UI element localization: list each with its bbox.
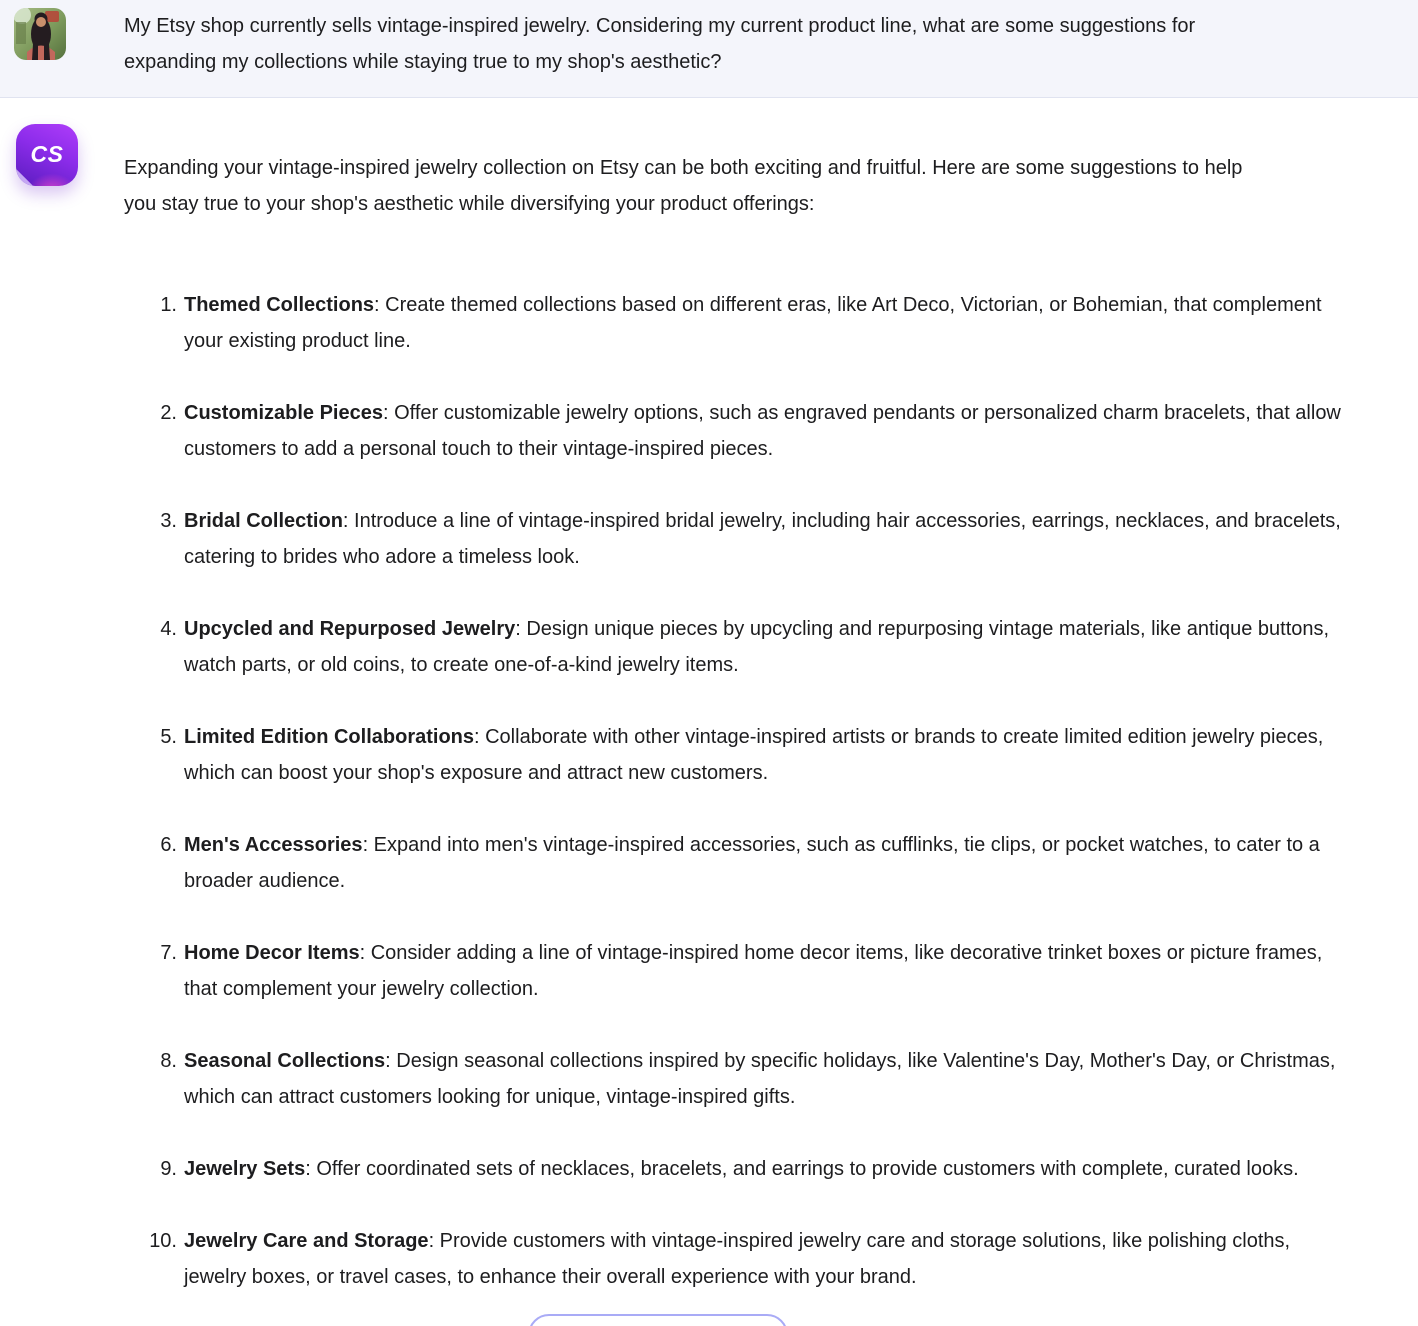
list-item-text (184, 719, 1349, 791)
list-item-term: Seasonal Collections (184, 1050, 386, 1072)
list-item-text (184, 827, 1349, 899)
assistant-logo-text: CS (30, 140, 64, 167)
list-item-number: 7. (160, 942, 177, 964)
list-item-description: : Introduce a line of vintage-inspired bridal jewelry, including hair accessories, earrings, necklaces, and bracelets, catering to brides who adore a timeless look. (184, 510, 1341, 568)
list-item-term: Customizable Pieces (184, 402, 383, 424)
list-item-number: 9. (160, 1158, 177, 1180)
list-item-term: Themed Collections (184, 294, 375, 316)
list-item (124, 719, 1349, 791)
list-item-number: 2. (160, 402, 177, 424)
list-item-number: 10. (149, 1230, 177, 1252)
list-item-number: 3. (160, 510, 177, 532)
list-item-term: Upcycled and Repurposed Jewelry (184, 618, 516, 640)
list-item-text (184, 1223, 1349, 1295)
user-avatar-photo (14, 8, 66, 60)
list-item-number: 4. (160, 618, 177, 640)
list-item-number: 5. (160, 726, 177, 748)
list-item-text (184, 503, 1349, 575)
list-item-text (184, 935, 1349, 1007)
list-item-description: : Collaborate with other vintage-inspired artists or brands to create limited edition jewelry pieces, which can boost your shop's exposure and attract new customers. (184, 726, 1324, 784)
list-item-term: Jewelry Sets (184, 1158, 306, 1180)
list-item-text (184, 395, 1349, 467)
list-item (124, 1043, 1349, 1115)
user-avatar (14, 8, 66, 60)
list-item-description: : Consider adding a line of vintage-inspired home decor items, like decorative trinket boxes or picture frames, that complement your jewelry collection. (184, 942, 1323, 1000)
list-item-term: Home Decor Items (184, 942, 360, 964)
list-item-term: Limited Edition Collaborations (184, 726, 474, 748)
list-item-text (184, 287, 1349, 359)
list-item-description: : Offer coordinated sets of necklaces, bracelets, and earrings to provide customers with complete, curated looks. (305, 1158, 1299, 1180)
list-item-description: : Offer customizable jewelry options, such as engraved pendants or personalized charm bracelets, that allow customers to add a personal touch to their vintage-inspired pieces. (184, 402, 1341, 460)
list-item-number: 8. (160, 1050, 177, 1072)
action-pill-button[interactable] (528, 1314, 788, 1326)
user-message-text: My Etsy shop currently sells vintage-inspired jewelry. Considering my current product line, what are some suggestions for expanding my collections while staying true to my shop's aesthetic? (124, 15, 1196, 73)
assistant-cs-logo-icon (16, 124, 78, 186)
list-item (124, 287, 1349, 359)
list-item-description: : Create themed collections based on different eras, like Art Deco, Victorian, or Bohemian, that complement your existing product line. (184, 294, 1322, 352)
list-item (124, 1223, 1349, 1295)
assistant-message-row (0, 98, 1418, 1295)
assistant-intro-text: Expanding your vintage-inspired jewelry collection on Etsy can be both exciting and fruitful. Here are some suggestions to help you stay true to your shop's aesthetic while diversifying your product offerings: (124, 157, 1243, 215)
list-item (124, 503, 1349, 575)
list-item-term: Bridal Collection (184, 510, 343, 532)
list-item-term: Men's Accessories (184, 834, 363, 856)
list-item-description: : Design seasonal collections inspired by specific holidays, like Valentine's Day, Mother's Day, or Christmas, which can attract customers looking for unique, vintage-inspired gifts. (184, 1050, 1336, 1108)
list-item (124, 935, 1349, 1007)
list-item-text (184, 611, 1349, 683)
user-message-row (0, 0, 1418, 98)
list-item-text (184, 1151, 1349, 1187)
list-item-description: : Design unique pieces by upcycling and repurposing vintage materials, like antique buttons, watch parts, or old coins, to create one-of-a-kind jewelry items. (184, 618, 1330, 676)
list-item (124, 1151, 1349, 1187)
list-item-description: : Expand into men's vintage-inspired accessories, such as cufflinks, tie clips, or pocket watches, to cater to a broader audience. (184, 834, 1320, 892)
list-item-number: 1. (160, 294, 177, 316)
logo-fold-decoration (16, 164, 38, 186)
list-item (124, 611, 1349, 683)
list-item-text (184, 1043, 1349, 1115)
list-item (124, 395, 1349, 467)
list-item-term: Jewelry Care and Storage (184, 1230, 429, 1252)
suggestions-list (124, 287, 1349, 1295)
list-item-number: 6. (160, 834, 177, 856)
assistant-message-body (124, 150, 1349, 1295)
list-item-description: : Provide customers with vintage-inspired jewelry care and storage solutions, like polishing cloths, jewelry boxes, or travel cases, to enhance their overall experience with your brand. (184, 1230, 1291, 1288)
list-item (124, 827, 1349, 899)
